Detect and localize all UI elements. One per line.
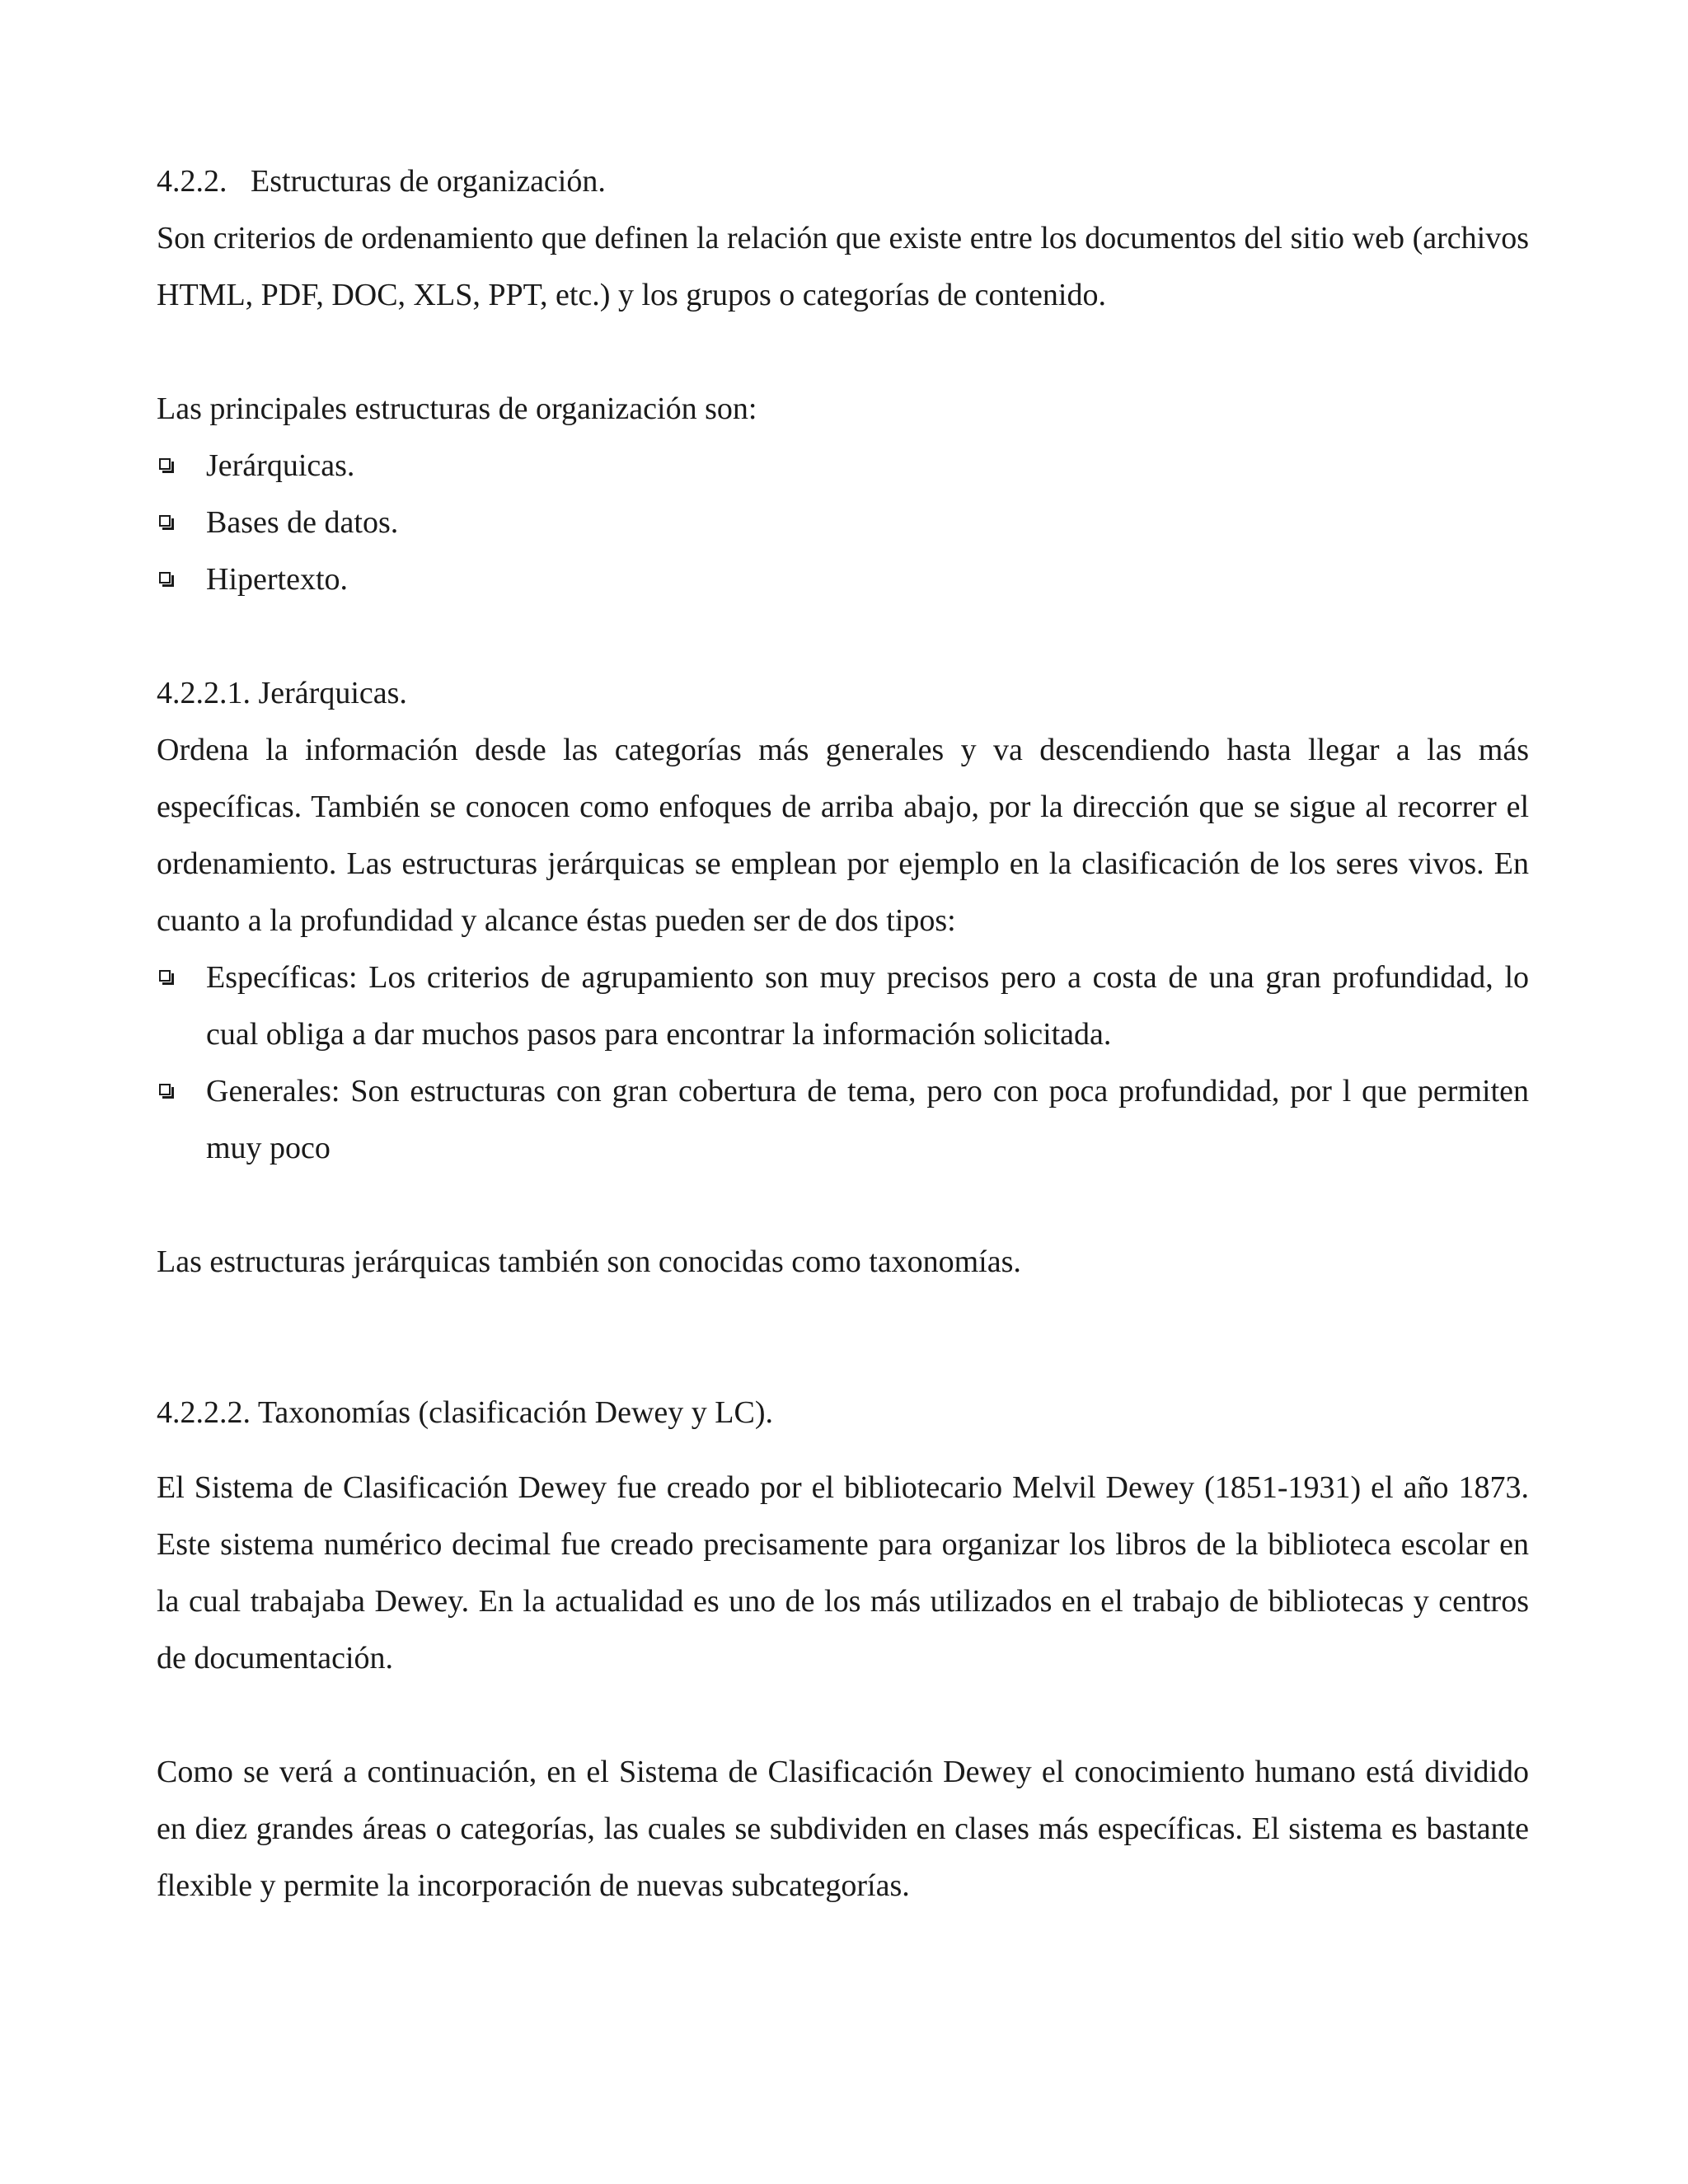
- document-page: [157, 153, 1529, 1915]
- list-item: Jerárquicas.: [157, 438, 1529, 494]
- section-paragraph-dewey-2: Como se verá a continuación, en el Sistema de Clasificación Dewey el conocimiento humano está dividido en diez grandes áreas o categorías, las cuales se subdividen en clases más específicas. El sistema es bastante flexible y permite la incorporación de nuevas subcategorías.: [157, 1755, 1529, 1903]
- checkbox-bullet-icon: [159, 458, 171, 470]
- list-item: Específicas: Los criterios de agrupamiento son muy precisos pero a costa de una gran profundidad, lo cual obliga a dar muchos pasos para encontrar la información solicitada.: [157, 949, 1529, 1063]
- section-heading-4-2-2-2: 4.2.2.2. Taxonomías (clasificación Dewey y LC).: [157, 1395, 773, 1430]
- spacer: [157, 1291, 1529, 1385]
- section-paragraph-dewey-1: El Sistema de Clasificación Dewey fue creado por el bibliotecario Melvil Dewey (1851-1931) el año 1873. Este sistema numérico decimal fue creado precisamente para organizar los libros de la biblioteca escolar en la cual trabajaba Dewey. En la actualidad es uno de los más utilizados en el trabajo de bibliotecas y centros de documentación.: [157, 1470, 1529, 1675]
- checkbox-bullet-icon: [159, 572, 171, 583]
- spacer: [157, 1177, 1529, 1234]
- spacer: [157, 324, 1529, 381]
- hierarchy-types-list: [157, 949, 1529, 1177]
- checkbox-bullet-icon: [159, 970, 171, 982]
- list-item: Generales: Son estructuras con gran cobertura de tema, pero con poca profundidad, por l que permiten muy poco: [157, 1063, 1529, 1177]
- structures-list: [157, 438, 1529, 608]
- list-item: Hipertexto.: [157, 551, 1529, 608]
- checkbox-bullet-icon: [159, 515, 171, 527]
- section-heading-4-2-2: 4.2.2. Estructuras de organización.: [157, 164, 606, 199]
- section-paragraph-4-2-2: Son criterios de ordenamiento que definen la relación que existe entre los documentos del sitio web (archivos HTML, PDF, DOC, XLS, PPT, etc.) y los grupos o categorías de contenido.: [157, 221, 1529, 312]
- spacer: [157, 1687, 1529, 1744]
- section-paragraph-4-2-2-1: Ordena la información desde las categorías más generales y va descendiendo hasta llegar a las más específicas. También se conocen como enfoques de arriba abajo, por la dirección que se sigue al recorrer el ordenamiento. Las estructuras jerárquicas se emplean por ejemplo en la clasificación de los seres vivos. En cuanto a la profundidad y alcance éstas pueden ser de dos tipos:: [157, 733, 1529, 938]
- structures-intro: Las principales estructuras de organización son:: [157, 391, 757, 426]
- spacer: [157, 1441, 1529, 1460]
- spacer: [157, 608, 1529, 665]
- checkbox-bullet-icon: [159, 1084, 171, 1095]
- list-item: Bases de datos.: [157, 494, 1529, 551]
- taxonomy-note: Las estructuras jerárquicas también son conocidas como taxonomías.: [157, 1244, 1021, 1279]
- section-heading-4-2-2-1: 4.2.2.1. Jerárquicas.: [157, 676, 407, 710]
